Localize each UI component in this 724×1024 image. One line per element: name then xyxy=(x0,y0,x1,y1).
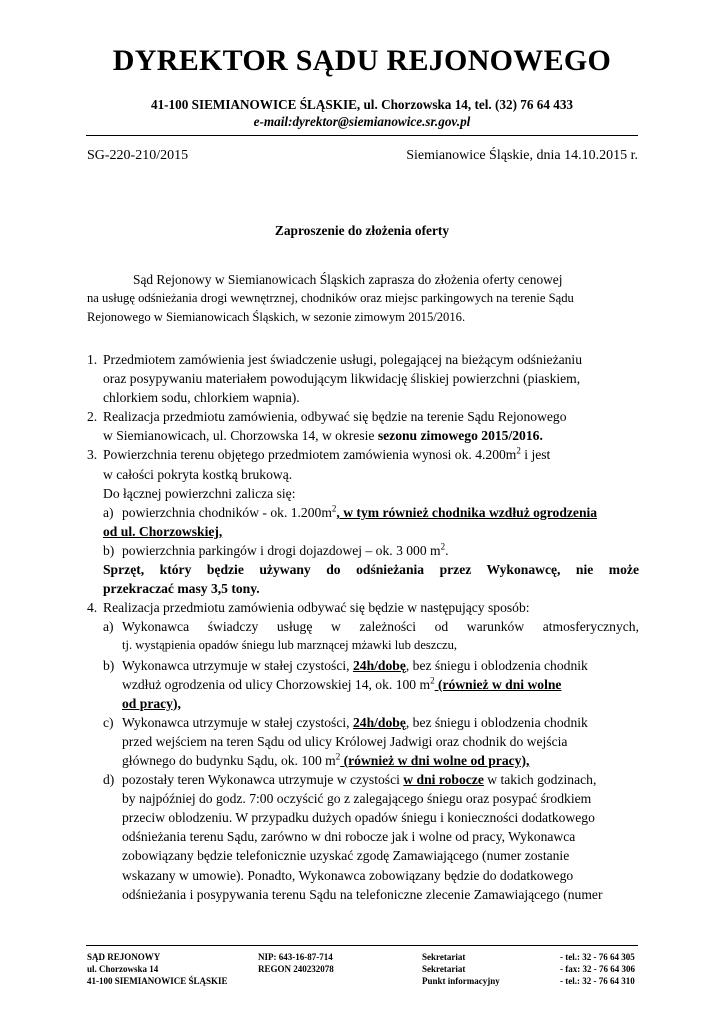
underlined-highlight: (również w dni wolne xyxy=(434,676,562,692)
underlined-highlight: 24h/dobę xyxy=(352,657,406,673)
text-span: Wykonawca utrzymuje w stałej czystości, xyxy=(122,714,353,730)
text-span: Wykonawca utrzymuje w stałej czystości, xyxy=(122,657,353,673)
footer-line: 41-100 SIEMIANOWICE ŚLĄSKIE xyxy=(87,976,228,986)
item-line xyxy=(122,770,639,789)
item-line xyxy=(122,541,639,560)
item-number: 1. xyxy=(87,352,98,367)
item-line xyxy=(122,656,639,675)
text-span: i jest xyxy=(520,447,551,463)
item-line: przed wejściem na teren Sądu od ulicy Królowej Jadwigi oraz chodnik do wejścia xyxy=(122,733,568,749)
sub-item-b xyxy=(103,656,639,713)
footer-line: - tel.: 32 - 76 64 305 xyxy=(560,952,635,962)
season-highlight: sezonu zimowego 2015/2016. xyxy=(377,428,543,444)
text-span: w takich godzinach, xyxy=(483,772,597,788)
underlined-highlight: 24h/dobę xyxy=(352,714,406,730)
sub-item-label: a) xyxy=(103,619,114,635)
court-email: e-mail:dyrektor@siemianowice.sr.gov.pl xyxy=(253,114,471,129)
sub-item-label: b) xyxy=(103,542,115,558)
underlined-highlight: , w tym również chodnika wzdłuż ogrodzenia xyxy=(336,504,598,520)
equipment-note: Sprzęt, który będzie używany do odśnieżania przez Wykonawcę, nie może xyxy=(103,562,639,578)
text-span: , bez śniegu i oblodzenia chodnik xyxy=(405,657,588,673)
item-line xyxy=(122,503,639,522)
item-line xyxy=(122,675,639,694)
footer-contact-numbers xyxy=(560,951,635,987)
item-number: 3. xyxy=(87,447,98,463)
superscript: 2 xyxy=(335,751,341,762)
footer-court-info xyxy=(87,951,228,987)
footer-line: - fax: 32 - 76 64 306 xyxy=(560,964,635,974)
header-divider xyxy=(86,135,638,136)
text-span: pozostały teren Wykonawca utrzymuje w czystości xyxy=(122,772,404,788)
item-number: 4. xyxy=(87,600,98,616)
footer-line: Sekretariat xyxy=(422,952,466,962)
sub-item-c xyxy=(103,713,639,770)
text-span: głównego do budynku Sądu, ok. 100 m xyxy=(122,752,336,768)
document-title: DYREKTOR SĄDU REJONOWEGO xyxy=(112,44,612,77)
subject-heading: Zaproszenie do złożenia oferty xyxy=(274,223,450,238)
footer-divider xyxy=(86,945,638,946)
underlined-highlight: (również w dni wolne od pracy), xyxy=(340,752,530,768)
item-line: tj. wystąpienia opadów śniegu lub marznącej mżawki lub deszczu, xyxy=(122,638,458,653)
list-item-2 xyxy=(87,407,639,445)
item-line: Wykonawca świadczy usługę w zależności od warunków atmosferycznych, xyxy=(122,619,639,635)
list-item-3 xyxy=(87,445,639,598)
item-line: chlorkiem sodu, chlorkiem wapnia). xyxy=(103,390,300,406)
item-line: Przedmiotem zamówienia jest świadczenie usługi, polegającej na bieżącym odśnieżaniu xyxy=(103,352,583,367)
list-item-4 xyxy=(87,598,639,904)
text-span: Powierzchnia terenu objętego przedmiotem zamówienia wynosi ok. 4.200m xyxy=(103,447,517,463)
intro-line: na usługę odśnieżania drogi wewnętrznej, chodników oraz miejsc parkingowych na terenie Sądu xyxy=(87,291,574,306)
item-line: zobowiązany będzie telefonicznie uzyskać zgodę Zamawiającego (numer zostanie xyxy=(122,848,570,864)
sub-item-label: c) xyxy=(103,714,114,730)
item-line: odśnieżania terenu Sądu, zarówno w dni robocze jak i wolne od pracy, Wykonawca xyxy=(122,829,576,845)
sub-item-a xyxy=(103,617,639,655)
item-number: 2. xyxy=(87,409,98,425)
item-line: Realizacja przedmiotu zamówienia odbywać się będzie w następujący sposób: xyxy=(103,600,530,616)
text-span: powierzchnia chodników - ok. 1.200m xyxy=(122,504,332,520)
footer-line: NIP: 643-16-87-714 xyxy=(258,952,333,962)
court-address: 41-100 SIEMIANOWICE ŚLĄSKIE, ul. Chorzowska 14, tel. (32) 76 64 433 xyxy=(150,97,574,112)
footer-line: SĄD REJONOWY xyxy=(87,952,161,962)
text-span: w Siemianowicach, ul. Chorzowska 14, w okresie xyxy=(103,428,378,444)
text-span: . xyxy=(445,542,449,558)
item-line: w całości pokryta kostką brukową. xyxy=(103,466,293,482)
footer-line: Sekretariat xyxy=(422,964,466,974)
text-span: , bez śniegu i oblodzenia chodnik xyxy=(405,714,588,730)
footer-line: REGON 240232078 xyxy=(258,964,334,974)
intro-paragraph xyxy=(87,270,638,328)
sub-item-a xyxy=(103,503,639,522)
text-span: wzdłuż ogrodzenia od ulicy Chorzowskiej 14, ok. 100 m xyxy=(122,676,431,692)
footer-tax-info xyxy=(258,951,334,975)
item-line xyxy=(103,426,639,445)
footer-line: - tel.: 32 - 76 64 310 xyxy=(560,976,635,986)
sub-item-label: b) xyxy=(103,657,115,673)
footer-line: ul. Chorzowska 14 xyxy=(87,964,159,974)
underlined-highlight: w dni robocze xyxy=(403,772,484,788)
text-span: powierzchnia parkingów i drogi dojazdowej – ok. 3 000 m xyxy=(122,542,441,558)
superscript: 2 xyxy=(331,503,337,514)
sub-item-b xyxy=(103,541,639,560)
document-date: Siemianowice Śląskie, dnia 14.10.2015 r. xyxy=(406,148,638,163)
item-line: przeciw oblodzeniu. W przypadku dużych opadów śniegu i konieczności dodatkowego xyxy=(122,810,595,826)
item-line xyxy=(122,713,639,732)
numbered-list xyxy=(87,350,639,904)
list-item-1 xyxy=(87,350,639,407)
footer-line: Punkt informacyjny xyxy=(422,976,500,986)
reference-number: SG-220-210/2015 xyxy=(87,148,189,163)
intro-line: Rejonowego w Siemianowicach Śląskich, w sezonie zimowym 2015/2016. xyxy=(87,310,466,325)
item-line: by najpóźniej do godz. 7:00 oczyścić go z zalegającego śniegu oraz posypać środkiem xyxy=(122,791,592,807)
equipment-note: przekraczać masy 3,5 tony. xyxy=(103,581,260,597)
item-line: oraz posypywaniu materiałem powodującym likwidację śliskiej powierzchni (piaskiem, xyxy=(103,371,581,387)
item-line: Do łącznej powierzchni zalicza się: xyxy=(103,485,296,501)
intro-line: Sąd Rejonowy w Siemianowicach Śląskich zaprasza do złożenia oferty cenowej xyxy=(133,272,563,287)
superscript: 2 xyxy=(430,675,435,686)
sub-item-label: a) xyxy=(103,504,114,520)
superscript: 2 xyxy=(440,541,446,552)
underlined-highlight: od ul. Chorzowskiej, xyxy=(103,523,223,539)
underlined-highlight: od pracy), xyxy=(122,695,181,711)
sub-item-label: d) xyxy=(103,772,115,788)
footer-contact-labels xyxy=(422,951,500,987)
item-line xyxy=(122,751,639,770)
sub-item-d xyxy=(103,770,639,904)
item-line: odśnieżania i posypywania terenu Sądu na telefoniczne zlecenie Zamawiającego (numer xyxy=(122,886,603,902)
item-line xyxy=(103,445,639,464)
item-line: Realizacja przedmiotu zamówienia, odbywać się będzie na terenie Sądu Rejonowego xyxy=(103,409,567,425)
item-line: wskazany w umowie). Ponadto, Wykonawca zobowiązany będzie do dodatkowego xyxy=(122,867,574,883)
superscript: 2 xyxy=(516,445,521,456)
